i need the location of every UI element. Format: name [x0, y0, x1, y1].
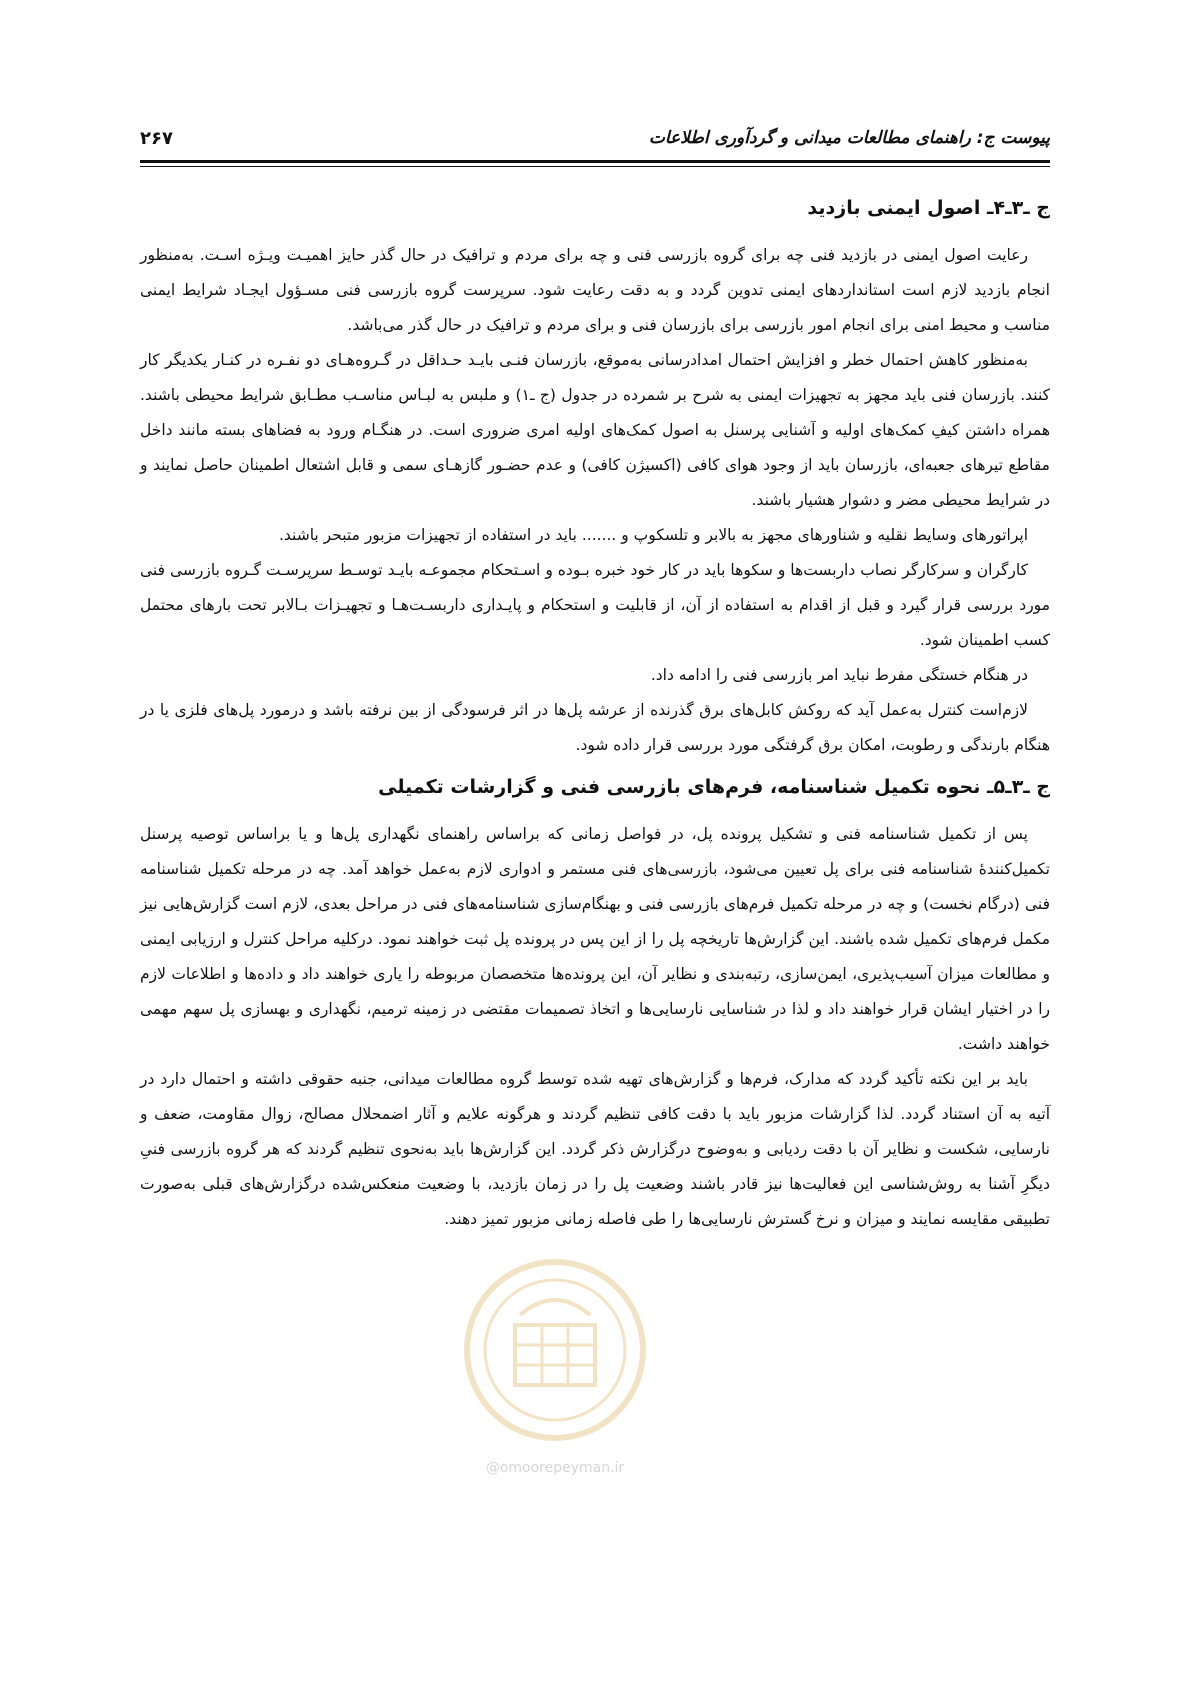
paragraph: کارگران و سرکارگر نصاب داربست‌ها و سکوها باید در کار خود خبره بـوده و اسـتحکام مجموعـه بایـد توسـط سرپرسـت گـروه بازرسی فنی مورد بررسی قرار گیرد و قبل از اقدام به استفاده از آن، از قابلیت و استحکام و پایـداری داربسـت‌هـا و تجهیـزات بـالابر تحت بارهای محتمل کسب اطمینان شود.: [140, 561, 1050, 649]
page-body: [140, 180, 1050, 1237]
paragraph: باید بر این نکته تأکید گردد که مدارک، فرم‌ها و گزارش‌های تهیه شده توسط گروه مطالعات میدانی، جنبه حقوقی داشته و احتمال دارد در آتیه به آن استناد گردد. لذا گزارشات مزبور باید با دقت کافی تنظیم گردند و هرگونه علایم و آثار اضمحلال مصالح، زوال مقاومت، ضعف و نارسایی، شکست و نظایر آن با دقت ردیابی و به‌وضوح درگزارش ذکر گردد. این گزارش‌ها باید به‌نحوی تنظیم گردند که هر گروه بازرسی فنیِ دیگرِ آشنا به روش‌شناسی این فعالیت‌ها نیز قادر باشند وضعیت پل را در زمان بازدید، با وضعیت منعکس‌شده درگزارش‌های قبلی به‌صورت تطبیقی مقایسه نمایند و میزان و نرخ گسترش نارسایی‌ها را طی فاصله زمانی مزبور تمیز دهند.: [140, 1070, 1050, 1228]
paragraph: پس از تکمیل شناسنامه فنی و تشکیل پرونده پل، در فواصل زمانی که براساس راهنمای نگهداری پل‌ها و یا براساس توصیه پرسنل تکمیل‌کنندهٔ شناسنامه فنی برای پل تعیین می‌شود، بازرسی‌های فنی مستمر و ادواری لازم به‌عمل خواهد آمد. چه در مرحله تکمیل شناسنامه فنی (درگام نخست) و چه در مرحله تکمیل فرم‌های بازرسی فنی و بهنگام‌سازی شناسنامه‌های فنی در مراحل بعدی، لازم است گزارش‌هایی نیز مکمل فرم‌های تکمیل شده باشند. این گزارش‌ها تاریخچه پل را از این پس در پرونده پل ثبت خواهند نمود. درکلیه مراحل کنترل و ارزیابی ایمنی و مطالعات میزان آسیب‌پذیری، ایمن‌سازی، رتبه‌بندی و نظایر آن، این پرونده‌ها متخصصان مربوطه را یاری خواهند داد و داده‌ها و اطلاعات لازم را در اختیار ایشان قرار خواهند داد و لذا در شناسایی نارسایی‌ها و اتخاذ تصمیمات مقتضی در زمینه ترمیم، نگهداری و بهسازی پل سهم مهمی خواهند داشت.: [140, 825, 1050, 1053]
paragraph: لازم‌است کنترل به‌عمل آید که روکش کابل‌های برق گذرنده از عرشه پل‌ها در اثر فرسودگی از بین نرفته باشد و درمورد پل‌های فلزی یا در هنگام بارندگی و رطوبت، امکان برق گرفتگی مورد بررسی قرار داده شود.: [140, 701, 1050, 754]
page-header: [140, 120, 1050, 156]
section-heading-reports: ج ـ۳ـ۵ـ نحوه تکمیل شناسنامه، فرم‌های بازرسی فنی و گزارشات تکمیلی: [378, 776, 1050, 798]
section-heading-safety: ج ـ۳ـ۴ـ اصول ایمنی بازدید: [807, 197, 1050, 219]
header-rule-thin: [140, 166, 1050, 167]
paragraph: رعایت اصول ایمنی در بازدید فنی چه برای گروه بازرسی فنی و چه برای مردم و ترافیک در حال گذر حایز اهمیـت ویـژه اسـت. به‌منظور انجام بازدید لازم است استانداردهای ایمنی تدوین گردد و به دقت رعایت شود. سرپرست گروه بازرسی فنی مسـؤول ایجـاد شرایط ایمنی مناسب و محیط امنی برای انجام امور بازرسی برای بازرسان فنی و برای مردم و ترافیک در حال گذر می‌باشد.: [140, 246, 1050, 334]
page-number: ۲۶۷: [140, 127, 173, 149]
watermark-logo: [460, 1255, 650, 1476]
paragraph: در هنگام خستگی مفرط نباید امر بازرسی فنی را ادامه داد.: [650, 666, 1028, 684]
header-rule-thick: [140, 160, 1050, 163]
paragraph: به‌منظور کاهش احتمال خطر و افزایش احتمال امدادرسانی به‌موقع، بازرسان فنـی بایـد حـداقل در گـروه‌هـای دو نفـره در کنـار یکدیگر کار کنند. بازرسان فنی باید مجهز به تجهیزات ایمنی به شرح بر شمرده در جدول (ج ـ۱) و ملبس به لبـاس مناسـب مطـابق شرایط محیطی باشند. همراه داشتن کیفِ کمک‌های اولیه و آشنایی پرسنل به اصول کمک‌های اولیه امری ضروری است. در هنگـام ورود به فضاهای بسته مانند داخل مقاطع تیرهای جعبه‌ای، بازرسان باید از وجود هوای کافی (اکسیژن کافی) و عدم حضـور گازهـای سمی و قابل اشتعال اطمینان حاصل نمایند و در شرایط محیطی مضر و دشوار هشیار باشند.: [140, 351, 1050, 509]
watermark-url: @omoorepeyman.ir: [485, 1460, 625, 1476]
paragraph: اپراتورهای وسایط نقلیه و شناورهای مجهز به بالابر و تلسکوپ و ....... باید در استفاده از تجهیزات مزبور متبحر باشند.: [278, 526, 1028, 544]
watermark-emblem-icon: [460, 1255, 650, 1455]
header-title: پیوست ج: راهنمای مطالعات میدانی و گردآوری اطلاعات: [648, 128, 1050, 148]
